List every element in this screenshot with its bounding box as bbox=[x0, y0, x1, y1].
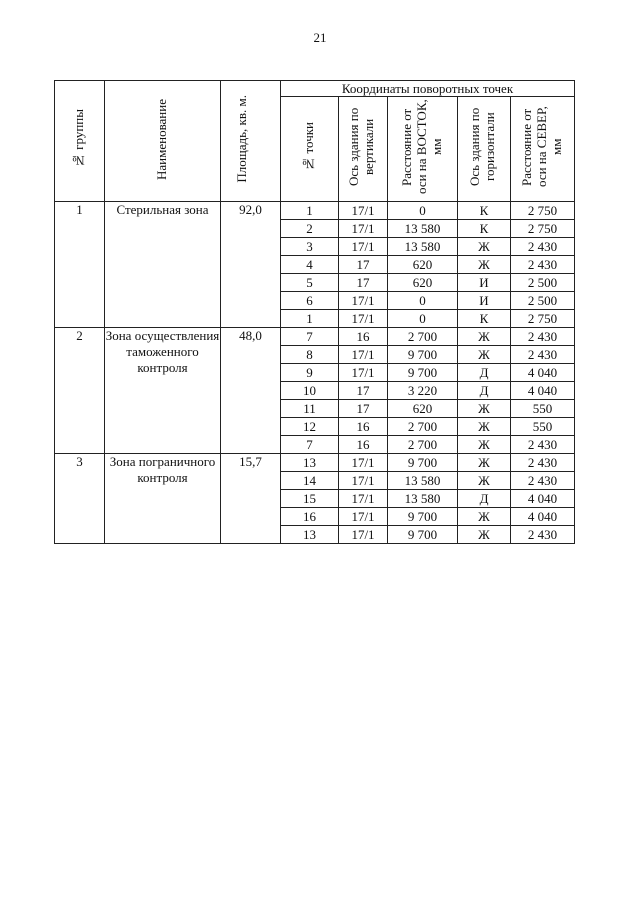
group-number: 1 bbox=[55, 202, 105, 328]
cell-axis-h: Ж bbox=[458, 418, 511, 436]
group-number: 3 bbox=[55, 454, 105, 544]
header-name: Наименование bbox=[105, 81, 221, 202]
cell-north: 2 500 bbox=[511, 274, 575, 292]
cell-north: 2 750 bbox=[511, 310, 575, 328]
cell-axis-h: Д bbox=[458, 382, 511, 400]
cell-axis-v: 16 bbox=[339, 328, 388, 346]
cell-north: 550 bbox=[511, 418, 575, 436]
cell-axis-v: 17 bbox=[339, 400, 388, 418]
cell-axis-h: Ж bbox=[458, 508, 511, 526]
cell-north: 2 430 bbox=[511, 346, 575, 364]
cell-north: 4 040 bbox=[511, 490, 575, 508]
cell-north: 2 750 bbox=[511, 202, 575, 220]
zone-name: Зона осуществления таможенного контроля bbox=[105, 328, 221, 454]
cell-axis-v: 17 bbox=[339, 382, 388, 400]
cell-east: 2 700 bbox=[388, 418, 458, 436]
cell-axis-h: И bbox=[458, 274, 511, 292]
header-distance-east: Расстояние от оси на ВОСТОК, мм bbox=[388, 97, 458, 202]
cell-north: 2 430 bbox=[511, 472, 575, 490]
cell-north: 2 430 bbox=[511, 436, 575, 454]
header-group-number: № группы bbox=[55, 81, 105, 202]
group-number: 2 bbox=[55, 328, 105, 454]
cell-axis-v: 17/1 bbox=[339, 508, 388, 526]
cell-north: 2 430 bbox=[511, 328, 575, 346]
cell-point: 13 bbox=[281, 454, 339, 472]
cell-point: 1 bbox=[281, 310, 339, 328]
cell-axis-h: Ж bbox=[458, 400, 511, 418]
cell-east: 0 bbox=[388, 292, 458, 310]
page-number: 21 bbox=[313, 30, 327, 45]
table-body bbox=[55, 202, 575, 544]
cell-east: 620 bbox=[388, 274, 458, 292]
cell-axis-h: К bbox=[458, 310, 511, 328]
cell-point: 1 bbox=[281, 202, 339, 220]
cell-axis-h: Ж bbox=[458, 436, 511, 454]
cell-north: 4 040 bbox=[511, 382, 575, 400]
cell-axis-v: 17 bbox=[339, 256, 388, 274]
cell-east: 13 580 bbox=[388, 220, 458, 238]
cell-axis-v: 17/1 bbox=[339, 526, 388, 544]
cell-point: 13 bbox=[281, 526, 339, 544]
cell-east: 13 580 bbox=[388, 490, 458, 508]
cell-point: 12 bbox=[281, 418, 339, 436]
zone-area: 15,7 bbox=[221, 454, 281, 544]
cell-axis-h: И bbox=[458, 292, 511, 310]
cell-point: 4 bbox=[281, 256, 339, 274]
cell-east: 9 700 bbox=[388, 364, 458, 382]
cell-axis-h: Д bbox=[458, 364, 511, 382]
cell-north: 4 040 bbox=[511, 508, 575, 526]
cell-north: 2 500 bbox=[511, 292, 575, 310]
cell-axis-v: 17/1 bbox=[339, 346, 388, 364]
cell-point: 16 bbox=[281, 508, 339, 526]
cell-east: 620 bbox=[388, 400, 458, 418]
cell-point: 7 bbox=[281, 328, 339, 346]
cell-north: 2 430 bbox=[511, 256, 575, 274]
cell-axis-h: Ж bbox=[458, 526, 511, 544]
cell-axis-v: 17/1 bbox=[339, 454, 388, 472]
zone-area: 48,0 bbox=[221, 328, 281, 454]
cell-north: 550 bbox=[511, 400, 575, 418]
table-header bbox=[55, 81, 575, 202]
cell-axis-v: 17/1 bbox=[339, 490, 388, 508]
header-area: Площадь, кв. м. bbox=[221, 81, 281, 202]
header-axis-horizontal: Ось здания по горизонтали bbox=[458, 97, 511, 202]
table-row bbox=[55, 454, 575, 472]
cell-axis-h: К bbox=[458, 202, 511, 220]
table-row bbox=[55, 328, 575, 346]
cell-north: 4 040 bbox=[511, 364, 575, 382]
header-axis-vertical: Ось здания по вертикали bbox=[339, 97, 388, 202]
cell-east: 2 700 bbox=[388, 328, 458, 346]
cell-point: 15 bbox=[281, 490, 339, 508]
cell-axis-v: 17/1 bbox=[339, 364, 388, 382]
cell-axis-v: 17/1 bbox=[339, 292, 388, 310]
cell-axis-v: 17/1 bbox=[339, 220, 388, 238]
cell-point: 7 bbox=[281, 436, 339, 454]
cell-axis-v: 17 bbox=[339, 274, 388, 292]
cell-axis-v: 16 bbox=[339, 418, 388, 436]
cell-axis-h: Ж bbox=[458, 256, 511, 274]
table-row bbox=[55, 202, 575, 220]
cell-east: 9 700 bbox=[388, 454, 458, 472]
cell-point: 8 bbox=[281, 346, 339, 364]
cell-axis-v: 17/1 bbox=[339, 472, 388, 490]
cell-east: 0 bbox=[388, 310, 458, 328]
header-distance-north: Расстояние от оси на СЕВЕР, мм bbox=[511, 97, 575, 202]
cell-axis-h: Ж bbox=[458, 238, 511, 256]
cell-east: 2 700 bbox=[388, 436, 458, 454]
cell-point: 6 bbox=[281, 292, 339, 310]
cell-east: 0 bbox=[388, 202, 458, 220]
cell-axis-h: Ж bbox=[458, 346, 511, 364]
cell-east: 13 580 bbox=[388, 238, 458, 256]
cell-axis-v: 17/1 bbox=[339, 202, 388, 220]
cell-point: 2 bbox=[281, 220, 339, 238]
cell-point: 11 bbox=[281, 400, 339, 418]
header-coordinates: Координаты поворотных точек bbox=[281, 81, 575, 97]
cell-axis-v: 17/1 bbox=[339, 310, 388, 328]
cell-axis-v: 17/1 bbox=[339, 238, 388, 256]
cell-east: 9 700 bbox=[388, 526, 458, 544]
cell-point: 9 bbox=[281, 364, 339, 382]
cell-north: 2 430 bbox=[511, 454, 575, 472]
cell-east: 9 700 bbox=[388, 508, 458, 526]
cell-axis-h: Ж bbox=[458, 328, 511, 346]
cell-axis-h: Ж bbox=[458, 454, 511, 472]
cell-axis-h: Д bbox=[458, 490, 511, 508]
cell-point: 10 bbox=[281, 382, 339, 400]
cell-north: 2 430 bbox=[511, 238, 575, 256]
cell-axis-h: К bbox=[458, 220, 511, 238]
cell-axis-h: Ж bbox=[458, 472, 511, 490]
cell-point: 5 bbox=[281, 274, 339, 292]
coordinates-table bbox=[54, 80, 575, 544]
cell-point: 14 bbox=[281, 472, 339, 490]
cell-east: 9 700 bbox=[388, 346, 458, 364]
cell-axis-v: 16 bbox=[339, 436, 388, 454]
zone-area: 92,0 bbox=[221, 202, 281, 328]
cell-north: 2 750 bbox=[511, 220, 575, 238]
zone-name: Стерильная зона bbox=[105, 202, 221, 328]
cell-east: 620 bbox=[388, 256, 458, 274]
zone-name: Зона пограничного контроля bbox=[105, 454, 221, 544]
cell-east: 3 220 bbox=[388, 382, 458, 400]
header-point-number: № точки bbox=[281, 97, 339, 202]
cell-north: 2 430 bbox=[511, 526, 575, 544]
cell-point: 3 bbox=[281, 238, 339, 256]
cell-east: 13 580 bbox=[388, 472, 458, 490]
